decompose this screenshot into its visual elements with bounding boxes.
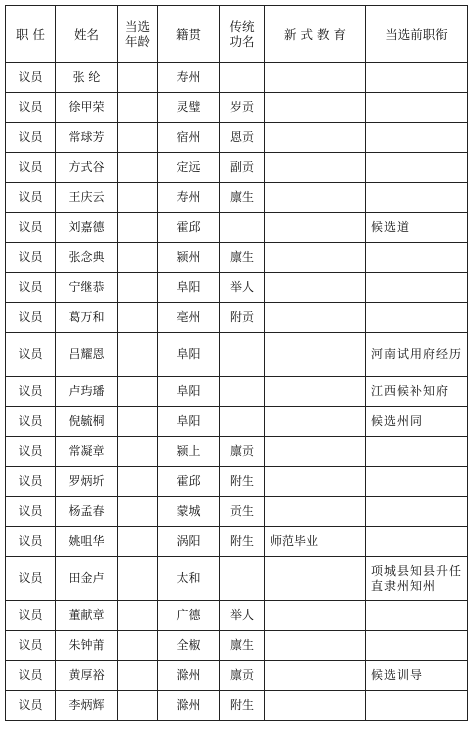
- table-row: [6, 407, 468, 437]
- cell-age: [118, 153, 158, 183]
- cell-traditional-degree: 附生: [220, 527, 265, 557]
- cell-traditional-degree: [220, 213, 265, 243]
- cell-traditional-degree: 附贡: [220, 303, 265, 333]
- cell-name: 朱钟莆: [56, 631, 118, 661]
- cell-prior-title: 江西候补知府: [366, 377, 468, 407]
- cell-name: 罗炳圻: [56, 467, 118, 497]
- cell-age: [118, 527, 158, 557]
- cell-name: 董献章: [56, 601, 118, 631]
- cell-prior-title: [366, 93, 468, 123]
- cell-native-place: 灵璧: [158, 93, 220, 123]
- cell-prior-title: [366, 437, 468, 467]
- table-row: [6, 691, 468, 721]
- cell-prior-title: [366, 123, 468, 153]
- cell-post: 议员: [6, 557, 56, 601]
- cell-age: [118, 377, 158, 407]
- cell-post: 议员: [6, 213, 56, 243]
- cell-new-education: [265, 691, 366, 721]
- header-native-place: 籍贯: [158, 6, 220, 63]
- cell-native-place: 蒙城: [158, 497, 220, 527]
- cell-age: [118, 303, 158, 333]
- cell-post: 议员: [6, 661, 56, 691]
- cell-traditional-degree: 廪贡: [220, 661, 265, 691]
- cell-post: 议员: [6, 123, 56, 153]
- cell-post: 议员: [6, 303, 56, 333]
- cell-native-place: 阜阳: [158, 273, 220, 303]
- cell-age: [118, 273, 158, 303]
- cell-post: 议员: [6, 631, 56, 661]
- cell-new-education: [265, 93, 366, 123]
- cell-traditional-degree: 附生: [220, 467, 265, 497]
- cell-name: 张念典: [56, 243, 118, 273]
- cell-prior-title: [366, 467, 468, 497]
- table-row: [6, 601, 468, 631]
- cell-age: [118, 183, 158, 213]
- cell-traditional-degree: 副贡: [220, 153, 265, 183]
- table-row: [6, 631, 468, 661]
- table-row: [6, 183, 468, 213]
- cell-new-education: [265, 243, 366, 273]
- table-row: [6, 153, 468, 183]
- cell-name: 姚咀华: [56, 527, 118, 557]
- cell-name: 王庆云: [56, 183, 118, 213]
- cell-name: 宁继恭: [56, 273, 118, 303]
- cell-age: [118, 467, 158, 497]
- table-row: [6, 377, 468, 407]
- cell-name: 倪毓桐: [56, 407, 118, 437]
- cell-prior-title: 河南试用府经历: [366, 333, 468, 377]
- cell-prior-title: [366, 273, 468, 303]
- cell-new-education: [265, 467, 366, 497]
- cell-new-education: 师范毕业: [265, 527, 366, 557]
- cell-traditional-degree: 贡生: [220, 497, 265, 527]
- table-row: [6, 527, 468, 557]
- cell-post: 议员: [6, 691, 56, 721]
- cell-new-education: [265, 497, 366, 527]
- table-row: [6, 123, 468, 153]
- cell-new-education: [265, 303, 366, 333]
- cell-new-education: [265, 377, 366, 407]
- cell-native-place: 定远: [158, 153, 220, 183]
- cell-traditional-degree: 廪贡: [220, 437, 265, 467]
- cell-new-education: [265, 557, 366, 601]
- cell-traditional-degree: 廪生: [220, 183, 265, 213]
- cell-prior-title: 项城县知县升任直隶州知州: [366, 557, 468, 601]
- cell-traditional-degree: [220, 63, 265, 93]
- cell-prior-title: [366, 691, 468, 721]
- cell-prior-title: [366, 303, 468, 333]
- cell-traditional-degree: 附生: [220, 691, 265, 721]
- header-name: 姓名: [56, 6, 118, 63]
- cell-post: 议员: [6, 153, 56, 183]
- cell-name: 徐甲荣: [56, 93, 118, 123]
- cell-post: 议员: [6, 183, 56, 213]
- cell-prior-title: [366, 153, 468, 183]
- cell-native-place: 阜阳: [158, 377, 220, 407]
- cell-age: [118, 243, 158, 273]
- table-row: [6, 303, 468, 333]
- cell-name: 田金卢: [56, 557, 118, 601]
- cell-post: 议员: [6, 601, 56, 631]
- cell-new-education: [265, 63, 366, 93]
- cell-age: [118, 63, 158, 93]
- header-traditional-degree: 传统 功名: [220, 6, 265, 63]
- cell-name: 李炳辉: [56, 691, 118, 721]
- cell-name: 卢玙璠: [56, 377, 118, 407]
- cell-native-place: 阜阳: [158, 333, 220, 377]
- cell-prior-title: [366, 631, 468, 661]
- cell-new-education: [265, 213, 366, 243]
- cell-name: 吕耀恩: [56, 333, 118, 377]
- cell-native-place: 滁州: [158, 661, 220, 691]
- cell-traditional-degree: [220, 557, 265, 601]
- cell-native-place: 全椒: [158, 631, 220, 661]
- cell-native-place: 太和: [158, 557, 220, 601]
- table-header-row: [6, 6, 468, 63]
- cell-age: [118, 123, 158, 153]
- cell-age: [118, 691, 158, 721]
- header-prior-title: 当选前职衔: [366, 6, 468, 63]
- cell-age: [118, 333, 158, 377]
- cell-native-place: 寿州: [158, 183, 220, 213]
- table-row: [6, 557, 468, 601]
- cell-post: 议员: [6, 377, 56, 407]
- cell-new-education: [265, 407, 366, 437]
- cell-new-education: [265, 601, 366, 631]
- cell-age: [118, 601, 158, 631]
- table-row: [6, 661, 468, 691]
- cell-native-place: 阜阳: [158, 407, 220, 437]
- cell-name: 杨孟春: [56, 497, 118, 527]
- cell-name: 方式谷: [56, 153, 118, 183]
- cell-native-place: 颍上: [158, 437, 220, 467]
- cell-age: [118, 497, 158, 527]
- cell-post: 议员: [6, 437, 56, 467]
- cell-new-education: [265, 123, 366, 153]
- cell-name: 黄厚裕: [56, 661, 118, 691]
- cell-age: [118, 437, 158, 467]
- cell-age: [118, 213, 158, 243]
- cell-post: 议员: [6, 333, 56, 377]
- cell-prior-title: [366, 243, 468, 273]
- cell-traditional-degree: 廪生: [220, 631, 265, 661]
- cell-prior-title: [366, 601, 468, 631]
- cell-name: 葛万和: [56, 303, 118, 333]
- cell-new-education: [265, 153, 366, 183]
- cell-post: 议员: [6, 407, 56, 437]
- cell-age: [118, 407, 158, 437]
- cell-name: 常凝章: [56, 437, 118, 467]
- header-age: 当选 年龄: [118, 6, 158, 63]
- cell-prior-title: 候选道: [366, 213, 468, 243]
- cell-traditional-degree: 岁贡: [220, 93, 265, 123]
- cell-new-education: [265, 661, 366, 691]
- table-row: [6, 497, 468, 527]
- cell-prior-title: 候选州同: [366, 407, 468, 437]
- cell-new-education: [265, 437, 366, 467]
- cell-name: 刘嘉德: [56, 213, 118, 243]
- cell-new-education: [265, 631, 366, 661]
- table-row: [6, 213, 468, 243]
- cell-traditional-degree: [220, 407, 265, 437]
- cell-native-place: 宿州: [158, 123, 220, 153]
- cell-post: 议员: [6, 93, 56, 123]
- cell-prior-title: [366, 63, 468, 93]
- cell-traditional-degree: 举人: [220, 601, 265, 631]
- table-body: [6, 63, 468, 721]
- cell-name: 张 纶: [56, 63, 118, 93]
- councillor-table: [5, 5, 468, 721]
- header-post: 职 任: [6, 6, 56, 63]
- cell-native-place: 涡阳: [158, 527, 220, 557]
- table-row: [6, 437, 468, 467]
- cell-traditional-degree: 恩贡: [220, 123, 265, 153]
- cell-traditional-degree: 举人: [220, 273, 265, 303]
- table-row: [6, 467, 468, 497]
- cell-native-place: 亳州: [158, 303, 220, 333]
- cell-new-education: [265, 183, 366, 213]
- cell-prior-title: 候选训导: [366, 661, 468, 691]
- cell-post: 议员: [6, 497, 56, 527]
- cell-name: 常球芳: [56, 123, 118, 153]
- table-row: [6, 333, 468, 377]
- cell-age: [118, 661, 158, 691]
- cell-native-place: 寿州: [158, 63, 220, 93]
- cell-prior-title: [366, 183, 468, 213]
- cell-age: [118, 631, 158, 661]
- cell-native-place: 颍州: [158, 243, 220, 273]
- cell-traditional-degree: [220, 377, 265, 407]
- cell-prior-title: [366, 527, 468, 557]
- cell-age: [118, 93, 158, 123]
- cell-post: 议员: [6, 273, 56, 303]
- cell-post: 议员: [6, 467, 56, 497]
- cell-post: 议员: [6, 63, 56, 93]
- cell-native-place: 霍邱: [158, 467, 220, 497]
- cell-new-education: [265, 273, 366, 303]
- cell-traditional-degree: [220, 333, 265, 377]
- table-row: [6, 63, 468, 93]
- cell-native-place: 霍邱: [158, 213, 220, 243]
- table-row: [6, 243, 468, 273]
- cell-prior-title: [366, 497, 468, 527]
- table-row: [6, 273, 468, 303]
- header-new-education: 新 式 教 育: [265, 6, 366, 63]
- cell-native-place: 广德: [158, 601, 220, 631]
- table-row: [6, 93, 468, 123]
- cell-post: 议员: [6, 527, 56, 557]
- cell-new-education: [265, 333, 366, 377]
- cell-post: 议员: [6, 243, 56, 273]
- cell-age: [118, 557, 158, 601]
- cell-native-place: 滁州: [158, 691, 220, 721]
- cell-traditional-degree: 廪生: [220, 243, 265, 273]
